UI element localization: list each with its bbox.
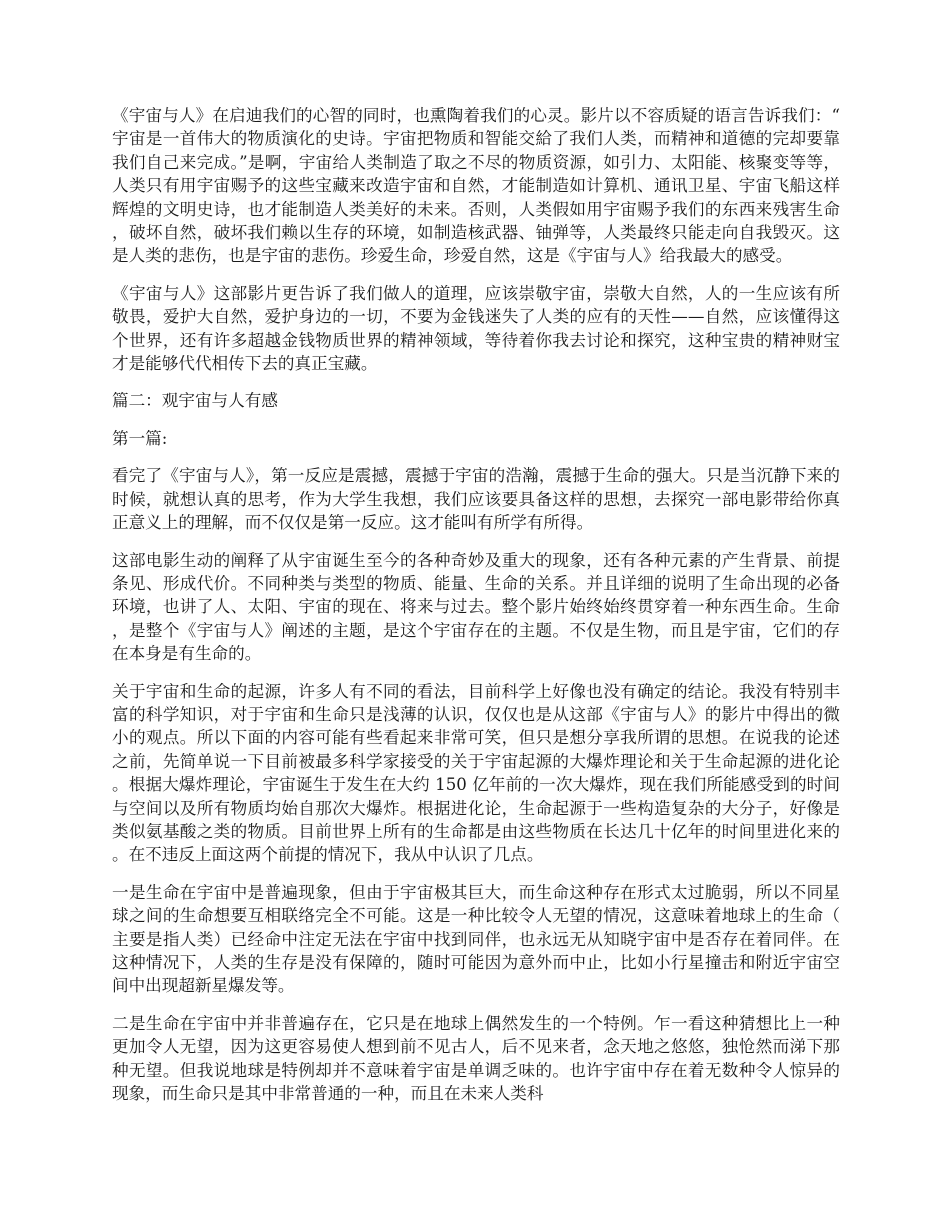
paragraph-body-3: 关于宇宙和生命的起源，许多人有不同的看法，目前科学上好像也没有确定的结论。我没有特别丰富的科学知识，对于宇宙和生命只是浅薄的认识，仅仅也是从这部《宇宙与人》的影片中得出的微小的观点。所以下面的内容可能有些看起来非常可笑，但只是想分享我所谓的思想。在说我的论述之前，先简单说一下目前被最多科学家接受的关于宇宙起源的大爆炸理论和关于生命起源的进化论。根据大爆炸理论，宇宙诞生于发生在大约 150 亿年前的一次大爆炸，现在我们所能感受到的时间与空间以及所有物质均始自那次大爆炸。根据进化论，生命起源于一些构造复杂的大分子，好像是类似氨基酸之类的物质。目前世界上所有的生命都是由这些物质在长达几十亿年的时间里进化来的。在不违反上面这两个前提的情况下，我从中认识了几点。	[112, 681, 840, 865]
paragraph-body-1: 看完了《宇宙与人》，第一反应是震撼，震撼于宇宙的浩瀚，震撼于生命的强大。只是当沉静下来的时候，就想认真的思考，作为大学生我想，我们应该要具备这样的思想，去探究一部电影带给你真正意义上的理解，而不仅仅是第一反应。这才能叫有所学有所得。	[112, 466, 840, 533]
section-title: 篇二：观宇宙与人有感	[112, 391, 278, 411]
document-page	[112, 104, 840, 1105]
paragraph-body-4: 一是生命在宇宙中是普遍现象，但由于宇宙极其巨大，而生命这种存在形式太过脆弱，所以不同星球之间的生命想要互相联络完全不可能。这是一种比较令人无望的情况，这意味着地球上的生命（主要是指人类）已经命中注定无法在宇宙中找到同伴，也永远无从知晓宇宙中是否存在着同伴。在这种情况下，人类的生存是没有保障的，随时可能因为意外而中止，比如小行星撞击和附近宇宙空间中出现超新星爆发等。	[112, 882, 840, 996]
paragraph-body-2: 这部电影生动的阐释了从宇宙诞生至今的各种奇妙及重大的现象，还有各种元素的产生背景、前提条见、形成代价。不同种类与类型的物质、能量、生命的关系。并且详细的说明了生命出现的必备环境，也讲了人、太阳、宇宙的现在、将来与过去。整个影片始终始终贯穿着一种东西生命。生命，是整个《宇宙与人》阐述的主题，是这个宇宙存在的主题。不仅是生物，而且是宇宙，它们的存在本身是有生命的。	[112, 550, 840, 664]
paragraph-intro-2: 《宇宙与人》这部影片更告诉了我们做人的道理，应该崇敬宇宙，崇敬大自然，人的一生应该有所敬畏，爱护大自然，爱护身边的一切，不要为金钱迷失了人类的应有的天性——自然，应该懂得这个世界，还有许多超越金钱物质世界的精神领域，等待着你我去讨论和探究，这种宝贵的精神财宝才是能够代代相传下去的真正宝藏。	[112, 283, 840, 374]
paragraph-body-5: 二是生命在宇宙中并非普遍存在，它只是在地球上偶然发生的一个特例。乍一看这种猜想比上一种更加令人无望，因为这更容易使人想到前不见古人，后不见来者，念天地之悠悠，独怆然而涕下那种无望。但我说地球是特例却并不意味着宇宙是单调乏味的。也许宇宙中存在着无数种令人惊异的现象，而生命只是其中非常普通的一种，而且在未来人类科	[112, 1013, 840, 1104]
subsection-title: 第一篇:	[112, 428, 168, 448]
paragraph-intro-1: 《宇宙与人》在启迪我们的心智的同时，也熏陶着我们的心灵。影片以不容质疑的语言告诉我们：“宇宙是一首伟大的物质演化的史诗。宇宙把物质和智能交給了我们人类，而精神和道德的完却要靠我们自己来完成。”是啊，宇宙给人类制造了取之不尽的物质资源，如引力、太阳能、核聚变等等，人类只有用宇宙赐予的这些宝藏来改造宇宙和自然，才能制造如计算机、通讯卫星、宇宙飞船这样辉煌的文明史诗，也才能制造人类美好的未来。否则，人类假如用宇宙赐予我们的东西来残害生命，破坏自然，破坏我们赖以生存的环境，如制造核武器、铀弹等，人类最终只能走向自我毁灭。这是人类的悲伤，也是宇宙的悲伤。珍爱生命，珍爱自然，这是《宇宙与人》给我最大的感受。	[112, 106, 840, 266]
